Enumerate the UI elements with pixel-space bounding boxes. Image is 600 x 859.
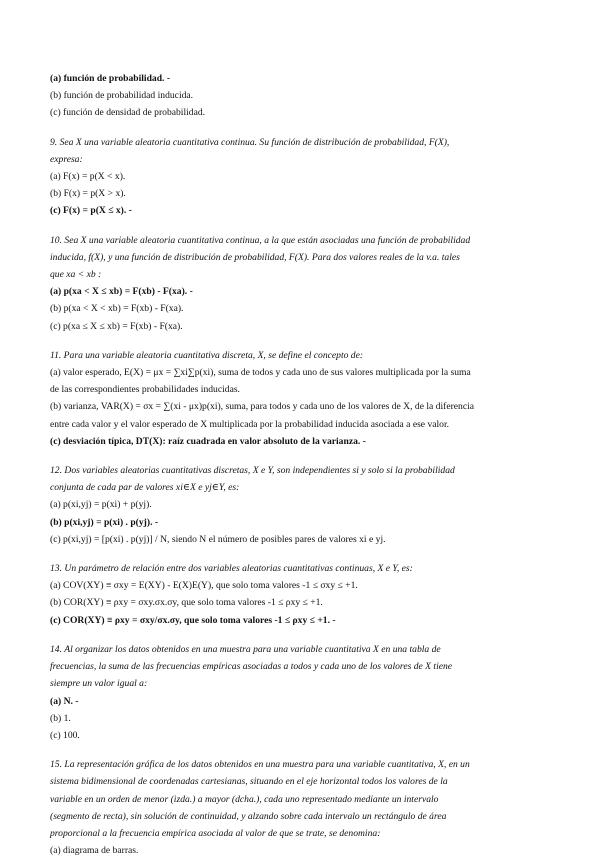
q9-option-a: (a) F(x) = p(X < x). bbox=[50, 171, 126, 183]
q15-text-5: proporcional a la frecuencia empírica asociada al valor de que se trate, se denomina: bbox=[50, 827, 381, 839]
q13-text-1: 13. Un parámetro de relación entre dos variables aleatorias cuantitativas continuas, X e Y, es: bbox=[50, 563, 413, 575]
question-13 bbox=[50, 560, 550, 629]
q15-text-3: variable en un orden de menor (izda.) a mayor (dcha.), cada uno representado mediante un intervalo bbox=[50, 793, 439, 805]
q12-text-2: conjunta de cada par de valores xi∈X e yj∈Y, es: bbox=[50, 482, 240, 494]
q11-option-a-2: de las correspondientes probabilidades inducidas. bbox=[50, 384, 240, 396]
q11-option-b-2: entre cada valor y el valor esperado de X multiplicada por la probabilidad inducida asociada a ese valor. bbox=[50, 418, 450, 430]
q14-option-c: (c) 100. bbox=[50, 729, 80, 741]
q11-option-b-1: (b) varianza, VAR(X) = σx = ∑(xi - μx)p(xi), suma, para todos y cada uno de los valores de X, de la diferencia bbox=[50, 401, 475, 413]
q15-text-1: 15. La representación gráfica de los datos obtenidos en una muestra para una variable cuantitativa, X, en un bbox=[50, 759, 470, 771]
q9-text-1: 9. Sea X una variable aleatoria cuantitativa continua. Su función de distribución de probabilidad, F(X), bbox=[50, 136, 450, 148]
question-10 bbox=[50, 232, 550, 335]
q15-text-2: sistema bidimensional de coordenadas cartesianas, situando en el eje horizontal todos los valores de la bbox=[50, 776, 448, 788]
q8-option-b: (b) función de probabilidad inducida. bbox=[50, 90, 194, 102]
q14-option-a: (a) N. - bbox=[50, 695, 79, 707]
q15-text-4: (segmento de recta), sin solución de continuidad, y alzando sobre cada intervalo un rectángulo de área bbox=[50, 810, 447, 822]
q13-option-c: (c) COR(XY) ≡ ρxy = σxy/σx.σy, que solo toma valores -1 ≤ ρxy ≤ +1. - bbox=[50, 614, 336, 626]
q12-option-c: (c) p(xi,yj) = [p(xi) . p(yj)] / N, siendo N el número de posibles pares de valores xi e yj. bbox=[50, 533, 386, 545]
q14-text-1: 14. Al organizar los datos obtenidos en una muestra para una variable cuantitativa X en una tabla de bbox=[50, 643, 441, 655]
q10-option-c: (c) p(xa ≤ X ≤ xb) = F(xb) - F(xa). bbox=[50, 320, 183, 332]
q14-option-b: (b) 1. bbox=[50, 712, 71, 724]
q13-option-a: (a) COV(XY) ≡ σxy = E(XY) - E(X)E(Y), que solo toma valores -1 ≤ σxy ≤ +1. bbox=[50, 580, 358, 592]
question-11 bbox=[50, 347, 550, 450]
q10-text-1: 10. Sea X una variable aleatoria cuantitativa continua, a la que están asociadas una función de probabilidad bbox=[50, 234, 471, 246]
q15-option-a: (a) diagrama de barras. bbox=[50, 845, 139, 857]
q10-option-b: (b) p(xa < X < xb) = F(xb) - F(xa). bbox=[50, 303, 184, 315]
q9-option-b: (b) F(x) = p(X > x). bbox=[50, 188, 126, 200]
q12-text-1: 12. Dos variables aleatorias cuantitativas discretas, X e Y, son independientes si y solo si la probabilidad bbox=[50, 465, 455, 477]
question-8-options bbox=[50, 70, 550, 122]
q12-option-b: (b) p(xi,yj) = p(xi) . p(yj). - bbox=[50, 516, 159, 528]
q14-text-3: siempre un valor igual a: bbox=[50, 678, 148, 690]
q11-option-c: (c) desviación típica, DT(X): raíz cuadrada en valor absoluto de la varianza. - bbox=[50, 435, 366, 447]
q8-option-c: (c) función de densidad de probabilidad. bbox=[50, 107, 206, 119]
q10-option-a: (a) p(xa < X ≤ xb) = F(xb) - F(xa). - bbox=[50, 286, 193, 298]
q11-option-a-1: (a) valor esperado, E(X) = μx = ∑xi∑p(xi), suma de todos y cada uno de sus valores multiplicada por la suma bbox=[50, 367, 471, 379]
q12-option-a: (a) p(xi,yj) = p(xi) + p(yj). bbox=[50, 499, 152, 511]
q14-text-2: frecuencias, la suma de las frecuencias empíricas asociadas a todos y cada uno de los valores de X tiene bbox=[50, 661, 453, 673]
question-12 bbox=[50, 462, 550, 548]
question-14 bbox=[50, 641, 550, 744]
q8-option-a: (a) función de probabilidad. - bbox=[50, 73, 171, 84]
q11-text-1: 11. Para una variable aleatoria cuantitativa discreta, X, se define el concepto de: bbox=[50, 349, 364, 361]
document-content bbox=[50, 70, 550, 859]
question-15 bbox=[50, 756, 550, 859]
q13-option-b: (b) COR(XY) ≡ ρxy = σxy.σx.σy, que solo toma valores -1 ≤ ρxy ≤ +1. bbox=[50, 597, 323, 609]
q9-option-c: (c) F(x) = p(X ≤ x). - bbox=[50, 205, 132, 217]
question-9 bbox=[50, 134, 550, 220]
q10-text-3: que xa < xb : bbox=[50, 269, 102, 281]
q10-text-2: inducida, f(X), y una función de distribución de probabilidad, F(X). Para dos valores reales de la v.a. tales bbox=[50, 251, 460, 263]
q9-text-2: expresa: bbox=[50, 153, 83, 165]
